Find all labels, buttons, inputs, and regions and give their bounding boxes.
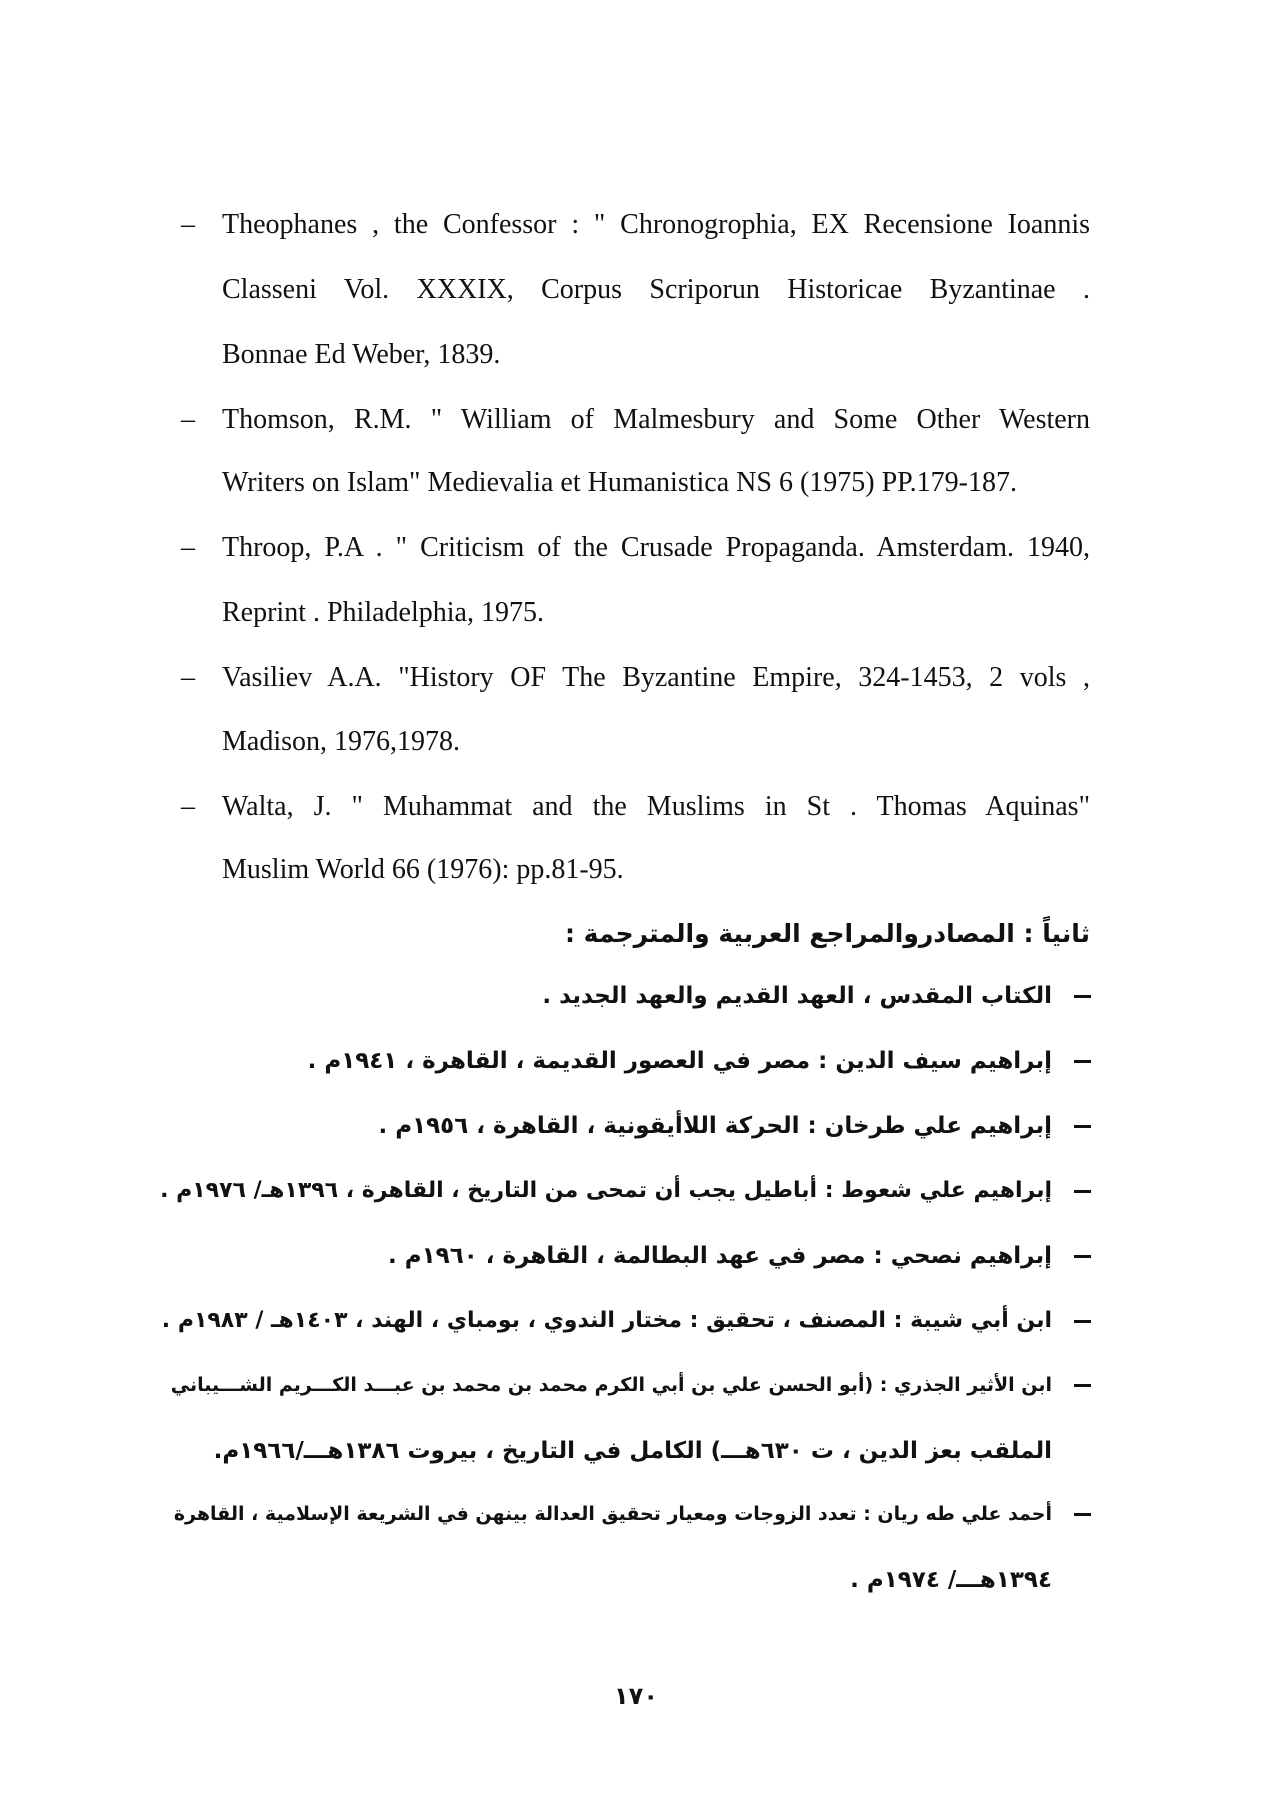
reference-line: Madison, 1976,1978. xyxy=(222,726,460,757)
reference-line: ١٣٩٤هـــ/ ١٩٧٤م . xyxy=(850,1567,1052,1593)
reference-line: الملقب بعز الدين ، ت ٦٣٠هـــ) الكامل في التاريخ ، بيروت ١٣٨٦هـــ/١٩٦٦م. xyxy=(213,1438,1052,1464)
bullet-dash xyxy=(1074,1060,1091,1063)
reference-line: Thomson, R.M. " William of Malmesbury and Some Other Western xyxy=(222,404,1090,435)
bullet-dash: – xyxy=(181,791,195,822)
reference-line: الكتاب المقدس ، العهد القديم والعهد الجديد . xyxy=(542,983,1052,1009)
reference-line: إبراهيم سيف الدين : مصر في العصور القديمة ، القاهرة ، ١٩٤١م . xyxy=(307,1048,1052,1074)
reference-line: Reprint . Philadelphia, 1975. xyxy=(222,597,544,628)
reference-line: Writers on Islam" Medievalia et Humanistica NS 6 (1975) PP.179-187. xyxy=(222,467,1017,498)
bullet-dash xyxy=(1074,995,1091,998)
reference-line: إبراهيم علي شعوط : أباطيل يجب أن تمحى من التاريخ ، القاهرة ، ١٣٩٦هـ/ ١٩٧٦م . xyxy=(160,1178,1052,1203)
bullet-dash xyxy=(1074,1513,1091,1516)
bullet-dash: – xyxy=(181,404,195,435)
bullet-dash xyxy=(1074,1255,1091,1258)
section-heading: ثانياً : المصادروالمراجع العربية والمترجمة : xyxy=(564,919,1090,948)
reference-line: Walta, J. " Muhammat and the Muslims in St . Thomas Aquinas" xyxy=(222,791,1090,822)
bullet-dash: – xyxy=(181,662,195,693)
reference-line: Vasiliev A.A. "History OF The Byzantine Empire, 324-1453, 2 vols , xyxy=(222,662,1090,693)
bullet-dash: – xyxy=(181,532,195,563)
reference-line: ابن الأثير الجذري : (أبو الحسن علي بن أبي الكرم محمد بن محمد بن عبـــد الكـــريم الشـــيباني xyxy=(170,1374,1052,1396)
bullet-dash: – xyxy=(181,209,195,240)
reference-line: إبراهيم علي طرخان : الحركة اللاأيقونية ، القاهرة ، ١٩٥٦م . xyxy=(378,1113,1052,1139)
reference-line: Classeni Vol. XXXIX, Corpus Scriporun Historicae Byzantinae . xyxy=(222,274,1090,305)
reference-line: Throop, P.A . " Criticism of the Crusade Propaganda. Amsterdam. 1940, xyxy=(222,532,1090,563)
reference-line: Muslim World 66 (1976): pp.81-95. xyxy=(222,854,624,885)
bullet-dash xyxy=(1074,1320,1091,1323)
page-number: ١٧٠ xyxy=(614,1682,658,1710)
bullet-dash xyxy=(1074,1384,1091,1387)
bullet-dash xyxy=(1074,1125,1091,1128)
reference-line: إبراهيم نصحي : مصر في عهد البطالمة ، القاهرة ، ١٩٦٠م . xyxy=(388,1243,1052,1269)
reference-line: ابن أبي شيبة : المصنف ، تحقيق : مختار الندوي ، بومباي ، الهند ، ١٤٠٣هـ / ١٩٨٣م . xyxy=(161,1308,1052,1333)
reference-line: أحمد علي طه ريان : تعدد الزوجات ومعيار تحقيق العدالة بينهن في الشريعة الإسلامية ، القاهرة xyxy=(173,1503,1052,1525)
bullet-dash xyxy=(1074,1190,1091,1193)
reference-line: Bonnae Ed Weber, 1839. xyxy=(222,339,501,370)
reference-line: Theophanes , the Confessor : " Chronogrophia, EX Recensione Ioannis xyxy=(222,209,1090,240)
